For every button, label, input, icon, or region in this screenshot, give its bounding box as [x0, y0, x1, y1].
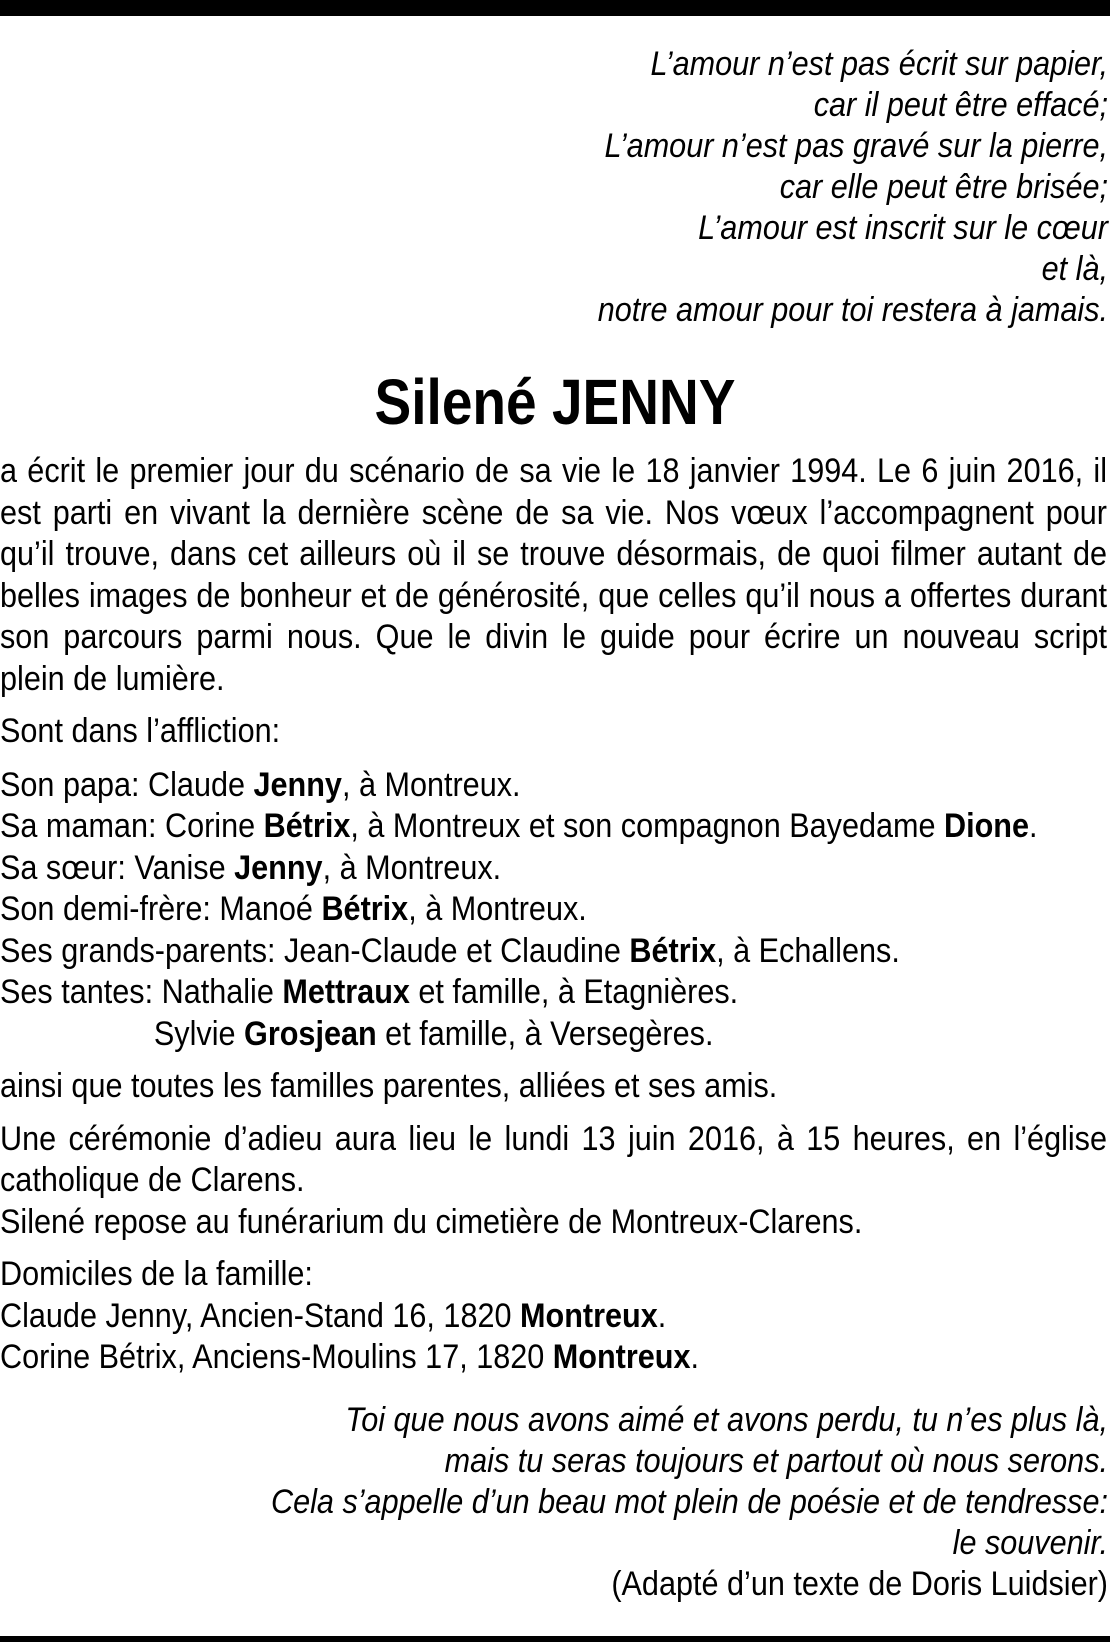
poem-line: L’amour n’est pas écrit sur papier,: [650, 45, 1108, 83]
family-line-tante-2: Sylvie Grosjean et famille, à Versegères.: [153, 1014, 714, 1053]
verse-line: Cela s’appelle d’un beau mot plein de poésie et de tendresse:: [271, 1483, 1108, 1521]
ceremony-paragraph: Une cérémonie d’adieu aura lieu le lundi 13 juin 2016, à 15 heures, en l’église catholique de Clarens.: [0, 1119, 1107, 1199]
family-line-soeur: Sa sœur: Vanise Jenny, à Montreux.: [0, 848, 502, 887]
relatives-line: ainsi que toutes les familles parentes, alliées et ses amis.: [0, 1067, 778, 1105]
top-rule: [0, 0, 1110, 16]
repose-line: Silené repose au funérarium du cimetière de Montreux-Clarens.: [0, 1202, 863, 1241]
domiciles-heading: Domiciles de la famille:: [0, 1255, 313, 1293]
verse-line: Toi que nous avons aimé et avons perdu, tu n’es plus là,: [345, 1401, 1108, 1439]
obituary-body: [0, 451, 1107, 1379]
opening-poem: [154, 44, 1108, 331]
affliction-heading: Sont dans l’affliction:: [0, 712, 281, 750]
verse-attribution: (Adapté d’un texte de Doris Luidsier): [611, 1565, 1108, 1603]
poem-line: L’amour n’est pas gravé sur la pierre,: [604, 127, 1108, 165]
family-line-tante-1: Ses tantes: Nathalie Mettraux et famille, à Etagnières.: [0, 973, 739, 1011]
verse-line: le souvenir.: [952, 1524, 1108, 1562]
poem-line: notre amour pour toi restera à jamais.: [597, 291, 1108, 329]
poem-line: car il peut être effacé;: [813, 86, 1108, 124]
domicile-line-1: Claude Jenny, Ancien-Stand 16, 1820 Montreux.: [0, 1296, 667, 1335]
poem-line: L’amour est inscrit sur le cœur: [698, 209, 1108, 247]
intro-paragraph: a écrit le premier jour du scénario de sa vie le 18 janvier 1994. Le 6 juin 2016, il est parti en vivant la dernière scène de sa vie. Nos vœux l’accompagnent pour qu’il trouve, dans cet ailleurs où il se trouve désormais, de quoi filmer autant de belles images de bonheur et de générosité, que celles qu’il nous a offertes durant son parcours parmi nous. Que le divin le guide pour écrire un nouveau script plein de lumière.: [0, 452, 1107, 698]
poem-line: car elle peut être brisée;: [779, 168, 1108, 206]
family-line-demi-frere: Son demi-frère: Manoé Bétrix, à Montreux.: [0, 890, 587, 928]
closing-verse: [118, 1400, 1108, 1605]
family-line-maman: Sa maman: Corine Bétrix, à Montreux et son compagnon Bayedame Dione.: [0, 807, 1038, 845]
poem-line: et là,: [1041, 250, 1108, 288]
deceased-name: Silené JENNY: [374, 366, 736, 438]
bottom-rule: [0, 1636, 1110, 1642]
family-list: [0, 765, 1107, 1056]
family-line-papa: Son papa: Claude Jenny, à Montreux.: [0, 765, 521, 804]
verse-line: mais tu seras toujours et partout où nous serons.: [444, 1442, 1108, 1480]
domicile-line-2: Corine Bétrix, Anciens-Moulins 17, 1820 Montreux.: [0, 1338, 700, 1376]
family-line-grands-parents: Ses grands-parents: Jean-Claude et Claudine Bétrix, à Echallens.: [0, 931, 900, 970]
